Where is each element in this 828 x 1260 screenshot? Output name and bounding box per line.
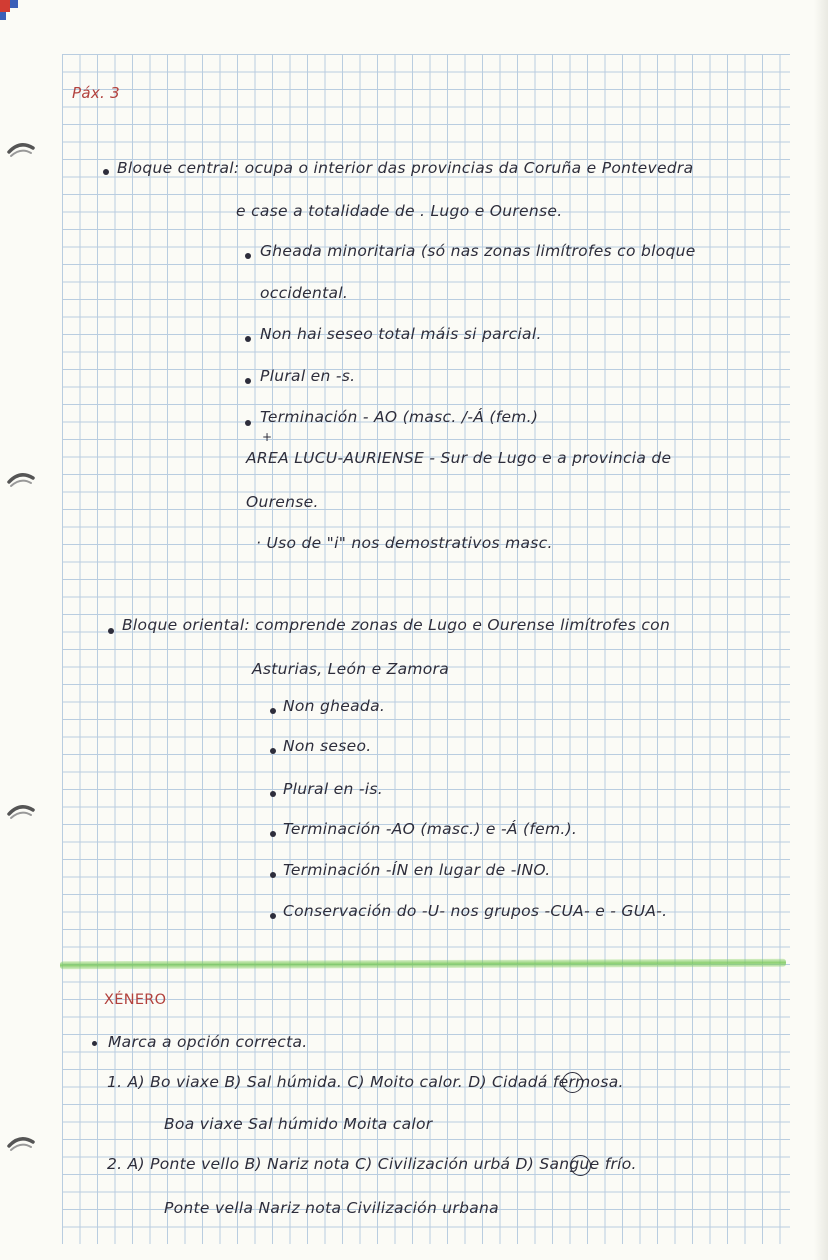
- note-item: Non hai seseo total máis si parcial.: [260, 325, 542, 343]
- section-heading: Bloque oriental:: [122, 616, 250, 634]
- exercise-instruction: Marca a opción correcta.: [108, 1033, 308, 1051]
- binder-ring-icon: [6, 468, 36, 494]
- binder-ring-icon: [6, 1132, 36, 1158]
- left-margin: [0, 0, 62, 1260]
- note-item: Terminación -ÍN en lugar de -INO.: [283, 861, 551, 879]
- circled-answer-mark: [570, 1155, 591, 1176]
- section-heading: Bloque central:: [117, 159, 240, 177]
- note-item: Conservación do -U- nos grupos -CUA- e - GUA-.: [283, 902, 668, 920]
- bullet: [270, 831, 276, 837]
- binder-ring-icon: [6, 800, 36, 826]
- bottom-margin: [0, 1244, 828, 1260]
- note-item: Non gheada.: [283, 697, 386, 715]
- binder-ring-icon: [6, 138, 36, 164]
- corner-color-mark-icon: [0, 0, 26, 20]
- bullet: [103, 169, 109, 175]
- note-item: Plural en -s.: [260, 367, 356, 385]
- exercise-correction: Boa viaxe Sal húmido Moita calor: [164, 1115, 433, 1133]
- bullet: [270, 913, 276, 919]
- bullet: [270, 872, 276, 878]
- bullet: [270, 791, 276, 797]
- bullet: [92, 1041, 97, 1046]
- bullet: [245, 253, 251, 259]
- exercise-correction: Ponte vella Nariz nota Civilización urbana: [164, 1199, 499, 1217]
- plus-mark: +: [262, 430, 273, 444]
- green-highlighter-line: [60, 959, 786, 970]
- note-item: Terminación -AO (masc.) e -Á (fem.).: [283, 820, 578, 838]
- section-text-continued: e case a totalidade de . Lugo e Ourense.: [236, 202, 563, 220]
- note-item: Non seseo.: [283, 737, 372, 755]
- bullet: [108, 628, 114, 634]
- note-item: Terminación - AO (masc. /-Á (fem.): [260, 408, 539, 426]
- top-margin: [0, 0, 828, 54]
- section-text-continued: Asturias, León e Zamora: [252, 660, 450, 678]
- exercise-question: 1. A) Bo viaxe B) Sal húmida. C) Moito calor. D) Cidadá fermosa.: [107, 1073, 624, 1091]
- bullet: [270, 748, 276, 754]
- bullet: [245, 420, 251, 426]
- bullet: [270, 708, 276, 714]
- bullet: [245, 378, 251, 384]
- note-item-continued: occidental.: [260, 284, 349, 302]
- exercise-question: 2. A) Ponte vello B) Nariz nota C) Civilización urbá D) Sangue frío.: [107, 1155, 637, 1173]
- section-text: ocupa o interior das provincias da Coruña e Pontevedra: [244, 159, 694, 177]
- heading-line: [122, 616, 670, 634]
- area-heading: AREA LUCU-AURIENSE - Sur de Lugo e a provincia de: [246, 449, 672, 467]
- circled-answer-mark: [562, 1072, 583, 1093]
- note-item: Gheada minoritaria (só nas zonas limítrofes co bloque: [260, 242, 696, 260]
- area-heading-continued: Ourense.: [246, 493, 319, 511]
- bullet: [245, 336, 251, 342]
- heading-line: [117, 159, 693, 177]
- section-text: comprende zonas de Lugo e Ourense limítrofes con: [255, 616, 671, 634]
- section-title: XÉNERO: [104, 992, 167, 1008]
- page-edge-shadow: [814, 0, 828, 1260]
- area-note: · Uso de "i" nos demostrativos masc.: [256, 534, 553, 552]
- note-item: Plural en -is.: [283, 780, 383, 798]
- page-number: Páx. 3: [72, 84, 120, 102]
